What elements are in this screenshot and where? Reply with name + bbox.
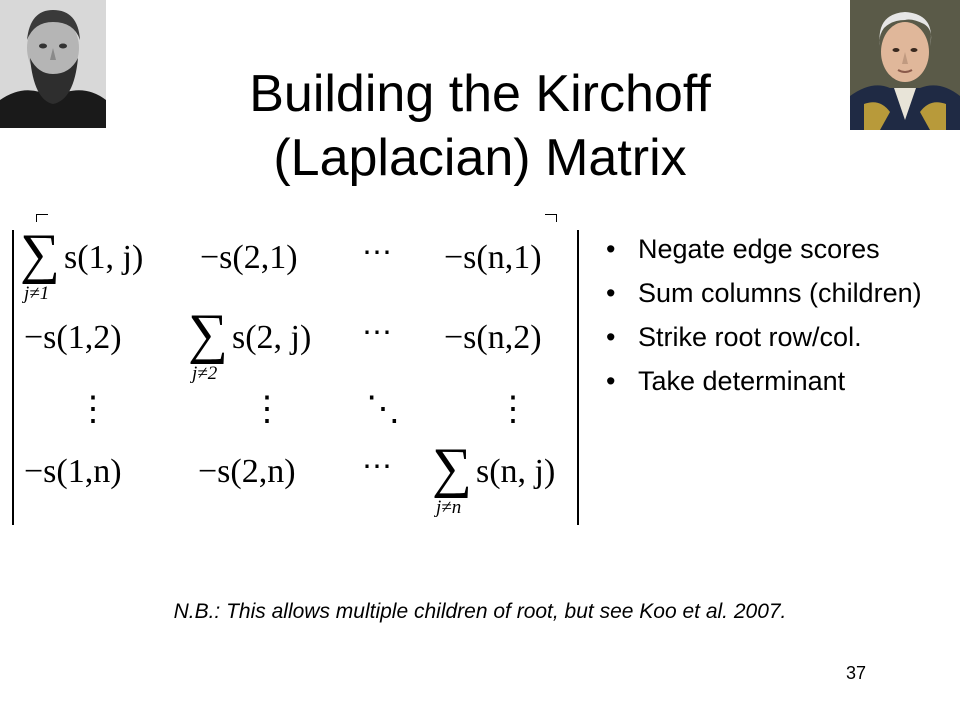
- matrix-right-corner: [545, 214, 557, 222]
- matrix-cell-3-2: ⋮: [250, 389, 284, 429]
- matrix-cell-4-3: ⋯: [362, 449, 392, 484]
- sum-term: s(2, j): [232, 319, 312, 356]
- matrix-cell-1-2: −s(2,1): [200, 239, 298, 276]
- bullet-list: [604, 232, 954, 408]
- sum-subscript: j≠n: [436, 497, 462, 518]
- matrix-cell-3-1: ⋮: [76, 389, 110, 429]
- matrix-left-bar: [12, 230, 14, 525]
- matrix-cell-2-1: −s(1,2): [24, 319, 122, 356]
- matrix-cell-2-3: ⋯: [362, 315, 392, 350]
- sum-symbol: ∑: [432, 437, 472, 499]
- bullet-item: • Strike root row/col.: [604, 320, 954, 354]
- matrix-cell-1-4: −s(n,1): [444, 239, 542, 276]
- matrix-cell-4-2: −s(2,n): [198, 453, 296, 490]
- matrix-right-bar: [577, 230, 579, 525]
- title-line-1: Building the Kirchoff: [249, 65, 711, 123]
- matrix-cell-4-1: −s(1,n): [24, 453, 122, 490]
- laplace-portrait: [850, 0, 960, 130]
- matrix-cell-2-4: −s(n,2): [444, 319, 542, 356]
- bullet-item: • Take determinant: [604, 364, 954, 398]
- matrix-left-corner: [36, 214, 48, 222]
- bullet-item: • Negate edge scores: [604, 232, 954, 266]
- laplacian-matrix: [0, 0, 600, 540]
- matrix-cell-1-3: ⋯: [362, 235, 392, 270]
- sum-subscript: j≠2: [192, 363, 218, 384]
- footnote: N.B.: This allows multiple children of root, but see Koo et al. 2007.: [173, 600, 787, 623]
- sum-term: s(n, j): [476, 453, 556, 490]
- title-line-2: (Laplacian) Matrix: [273, 129, 687, 187]
- sum-subscript: j≠1: [24, 283, 50, 304]
- sum-term: s(1, j): [64, 239, 144, 276]
- bullet-item: • Sum columns (children): [604, 276, 954, 310]
- sum-symbol: ∑: [20, 223, 60, 285]
- matrix-cell-3-3: ⋱: [366, 389, 400, 429]
- matrix-cell-3-4: ⋮: [496, 389, 530, 429]
- sum-symbol: ∑: [188, 303, 228, 365]
- page-number: 37: [846, 663, 867, 683]
